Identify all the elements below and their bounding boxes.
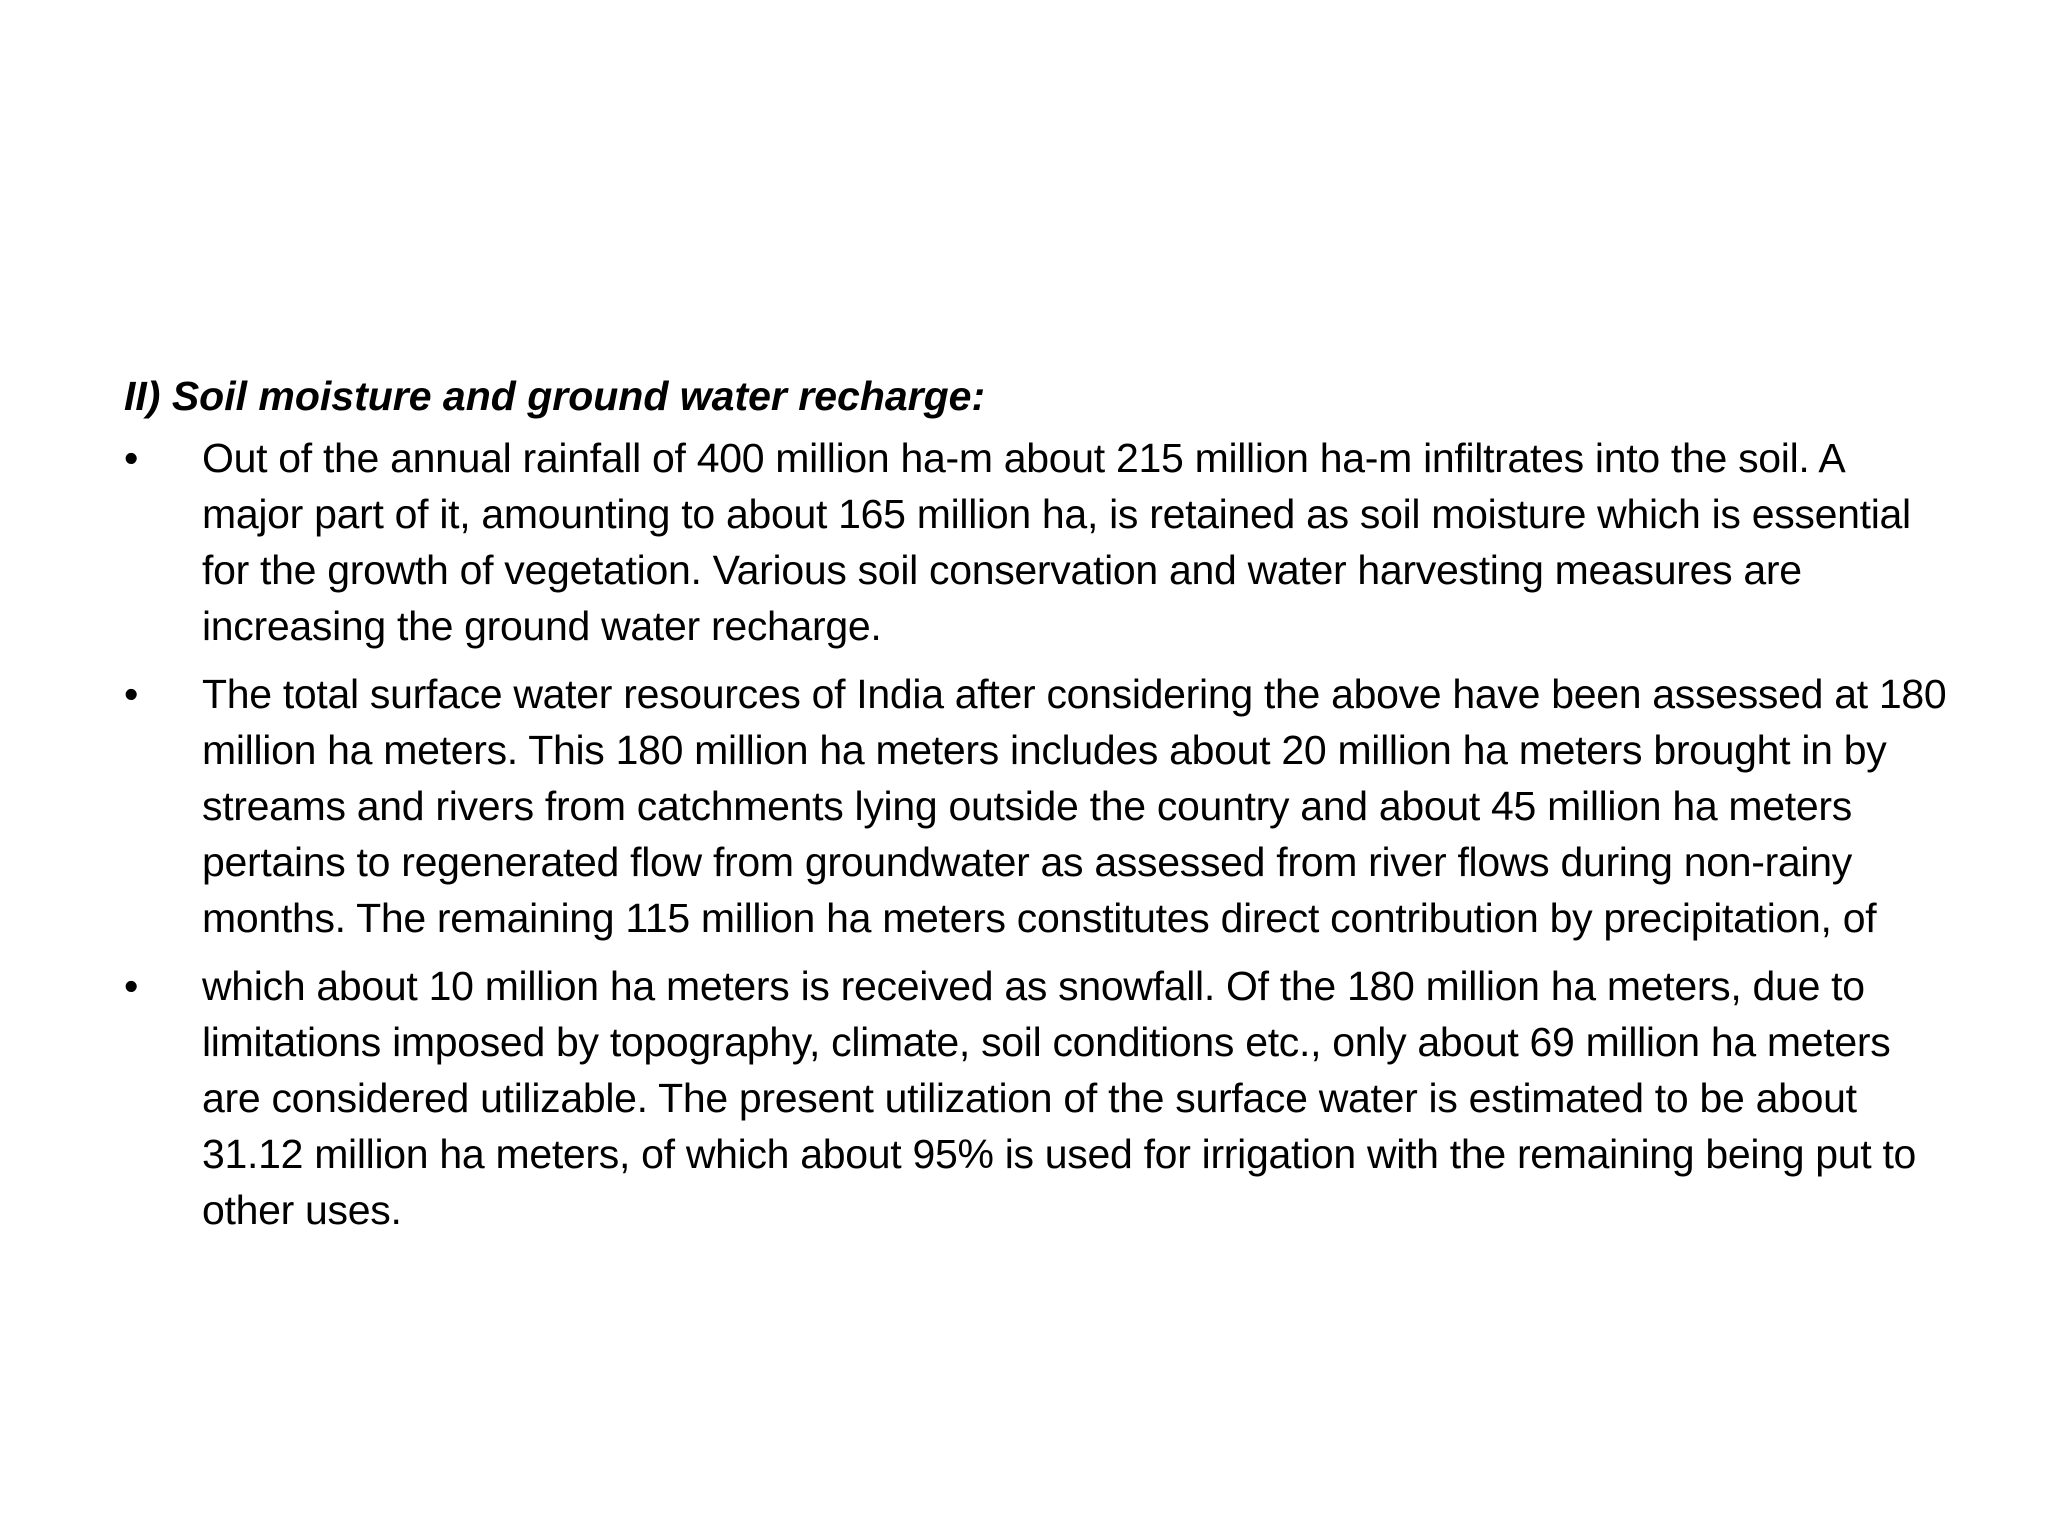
bullet-dot-icon: •	[124, 963, 139, 1009]
bullet-item	[124, 430, 1954, 654]
bullet-list	[124, 430, 1954, 1238]
bullet-dot-icon: •	[124, 435, 139, 481]
bullet-item	[124, 958, 1954, 1238]
bullet-text: The total surface water resources of India after considering the above have been assessed at 180 million ha meters. This 180 million ha meters includes about 20 million ha meters brought in by streams and rivers from catchments lying outside the country and about 45 million ha meters pertains to regenerated flow from groundwater as assessed from river flows during non-rainy months. The remaining 115 million ha meters constitutes direct contribution by precipitation, of	[202, 671, 1947, 941]
slide-content	[124, 368, 1954, 1250]
bullet-text: Out of the annual rainfall of 400 million ha-m about 215 million ha-m infiltrates into the soil. A major part of it, amounting to about 165 million ha, is retained as soil moisture which is essential for the growth of vegetation. Various soil conservation and water harvesting measures are increasing the ground water recharge.	[202, 435, 1911, 649]
section-heading: II) Soil moisture and ground water recharge:	[124, 373, 986, 419]
bullet-dot-icon: •	[124, 671, 139, 717]
bullet-text: which about 10 million ha meters is received as snowfall. Of the 180 million ha meters, due to limitations imposed by topography, climate, soil conditions etc., only about 69 million ha meters are considered utilizable. The present utilization of the surface water is estimated to be about 31.12 million ha meters, of which about 95% is used for irrigation with the remaining being put to other uses.	[202, 963, 1917, 1233]
bullet-item	[124, 666, 1954, 946]
